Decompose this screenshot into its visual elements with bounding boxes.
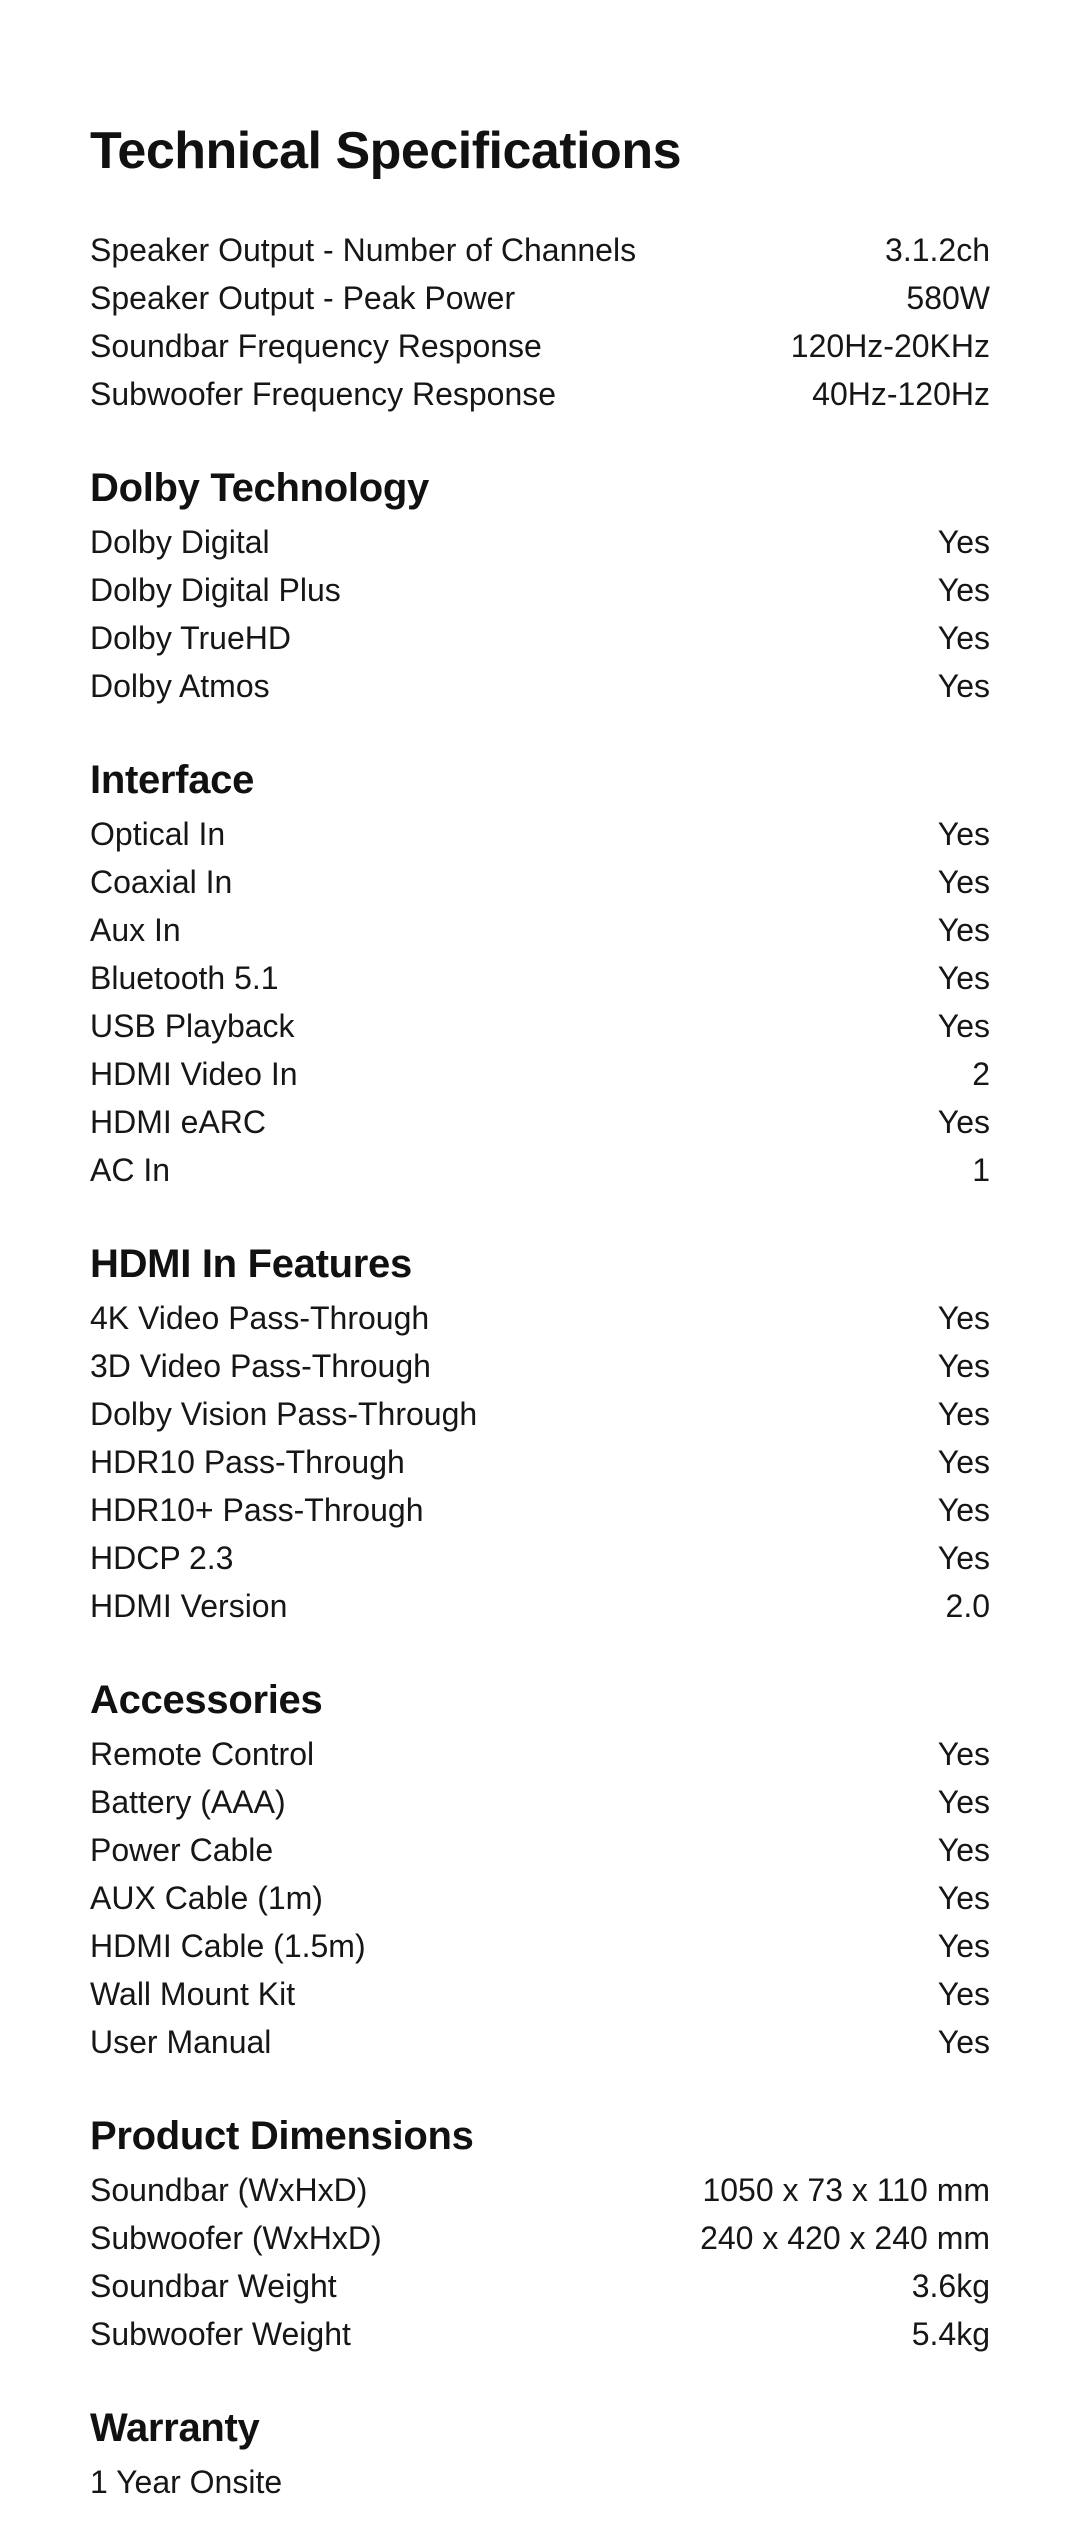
spec-row (90, 566, 990, 614)
spec-label: HDMI Version (90, 1588, 288, 1625)
spec-label: Soundbar Frequency Response (90, 328, 542, 365)
spec-label: Subwoofer Weight (90, 2316, 351, 2353)
spec-value: Yes (937, 1540, 990, 1577)
spec-label: Speaker Output - Number of Channels (90, 232, 637, 269)
spec-label: Power Cable (90, 1832, 274, 1869)
spec-row (90, 2214, 990, 2262)
spec-row (90, 858, 990, 906)
section-rows (90, 518, 990, 710)
spec-row (90, 226, 990, 274)
spec-label: Coaxial In (90, 864, 233, 901)
spec-row (90, 1826, 990, 1874)
spec-value: Yes (937, 1928, 990, 1965)
spec-value: 3.6kg (911, 2268, 990, 2305)
spec-value: Yes (937, 960, 990, 997)
spec-value: Yes (937, 668, 990, 705)
spec-row (90, 370, 990, 418)
spec-row (90, 1778, 990, 1826)
spec-row (90, 1438, 990, 1486)
spec-label: HDMI Video In (90, 1056, 298, 1093)
spec-label: Battery (AAA) (90, 1784, 286, 1821)
spec-row (90, 1002, 990, 1050)
spec-label: Bluetooth 5.1 (90, 960, 279, 997)
spec-value: Yes (937, 864, 990, 901)
section-rows (90, 1730, 990, 2066)
spec-row (90, 1486, 990, 1534)
spec-row (90, 954, 990, 1002)
spec-label: Dolby Digital (90, 524, 270, 561)
section-rows (90, 2166, 990, 2358)
spec-label: 4K Video Pass-Through (90, 1300, 430, 1337)
spec-value: 1 (972, 1152, 990, 1189)
spec-row (90, 1922, 990, 1970)
spec-row (90, 2166, 990, 2214)
spec-sections (90, 226, 990, 2506)
spec-value: 2 (972, 1056, 990, 1093)
spec-label: 1 Year Onsite (90, 2464, 283, 2501)
spec-row (90, 662, 990, 710)
spec-value: Yes (937, 1880, 990, 1917)
section-heading: Dolby Technology (90, 466, 429, 511)
spec-row (90, 1050, 990, 1098)
section-heading: Product Dimensions (90, 2114, 474, 2159)
section-heading: Accessories (90, 1678, 323, 1723)
spec-row (90, 1146, 990, 1194)
section-heading: Interface (90, 758, 255, 803)
spec-row (90, 1342, 990, 1390)
spec-row (90, 2458, 990, 2506)
spec-row (90, 1582, 990, 1630)
spec-value: 580W (906, 280, 990, 317)
spec-row (90, 518, 990, 566)
spec-label: HDMI eARC (90, 1104, 267, 1141)
spec-label: HDMI Cable (1.5m) (90, 1928, 366, 1965)
spec-value: Yes (937, 1736, 990, 1773)
spec-row (90, 1730, 990, 1778)
spec-row (90, 810, 990, 858)
spec-label: Subwoofer Frequency Response (90, 376, 557, 413)
spec-row (90, 1970, 990, 2018)
page-title: Technical Specifications (90, 122, 682, 180)
spec-value: 40Hz-120Hz (812, 376, 990, 413)
spec-label: 3D Video Pass-Through (90, 1348, 431, 1385)
spec-label: Subwoofer (WxHxD) (90, 2220, 382, 2257)
spec-label: Dolby Digital Plus (90, 572, 341, 609)
spec-label: Wall Mount Kit (90, 1976, 296, 2013)
spec-row (90, 2262, 990, 2310)
spec-value: Yes (937, 524, 990, 561)
spec-row (90, 2310, 990, 2358)
spec-row (90, 274, 990, 322)
spec-label: Dolby Vision Pass-Through (90, 1396, 478, 1433)
spec-label: HDCP 2.3 (90, 1540, 234, 1577)
spec-row (90, 1534, 990, 1582)
spec-label: AC In (90, 1152, 171, 1189)
spec-label: Optical In (90, 816, 226, 853)
spec-row (90, 1098, 990, 1146)
spec-value: Yes (937, 1444, 990, 1481)
spec-value: 1050 x 73 x 110 mm (702, 2172, 990, 2209)
spec-label: Speaker Output - Peak Power (90, 280, 516, 317)
spec-value: Yes (937, 1348, 990, 1385)
spec-value: 240 x 420 x 240 mm (700, 2220, 990, 2257)
section-rows (90, 226, 990, 418)
section-rows (90, 1294, 990, 1630)
spec-label: Aux In (90, 912, 181, 949)
spec-value: Yes (937, 1300, 990, 1337)
spec-value: 3.1.2ch (885, 232, 990, 269)
spec-value: Yes (937, 1492, 990, 1529)
spec-value: 5.4kg (911, 2316, 990, 2353)
spec-label: USB Playback (90, 1008, 295, 1045)
spec-row (90, 1294, 990, 1342)
spec-value: Yes (937, 1104, 990, 1141)
spec-label: AUX Cable (1m) (90, 1880, 323, 1917)
section-rows (90, 810, 990, 1194)
spec-row (90, 1874, 990, 1922)
spec-label: Dolby TrueHD (90, 620, 291, 657)
spec-value: 120Hz-20KHz (790, 328, 990, 365)
spec-label: Soundbar (WxHxD) (90, 2172, 368, 2209)
spec-value: 2.0 (945, 1588, 990, 1625)
spec-label: User Manual (90, 2024, 272, 2061)
spec-label: Soundbar Weight (90, 2268, 337, 2305)
section-rows (90, 2458, 990, 2506)
spec-label: HDR10 Pass-Through (90, 1444, 405, 1481)
section-heading: Warranty (90, 2406, 260, 2451)
spec-label: Remote Control (90, 1736, 315, 1773)
spec-value: Yes (937, 1976, 990, 2013)
spec-row (90, 322, 990, 370)
spec-row (90, 1390, 990, 1438)
spec-value: Yes (937, 1396, 990, 1433)
spec-value: Yes (937, 912, 990, 949)
spec-value: Yes (937, 572, 990, 609)
spec-value: Yes (937, 816, 990, 853)
spec-label: HDR10+ Pass-Through (90, 1492, 424, 1529)
spec-value: Yes (937, 2024, 990, 2061)
spec-row (90, 614, 990, 662)
spec-value: Yes (937, 1832, 990, 1869)
spec-value: Yes (937, 1784, 990, 1821)
spec-label: Dolby Atmos (90, 668, 270, 705)
spec-value: Yes (937, 620, 990, 657)
spec-row (90, 906, 990, 954)
spec-row (90, 2018, 990, 2066)
spec-value: Yes (937, 1008, 990, 1045)
section-heading: HDMI In Features (90, 1242, 412, 1287)
